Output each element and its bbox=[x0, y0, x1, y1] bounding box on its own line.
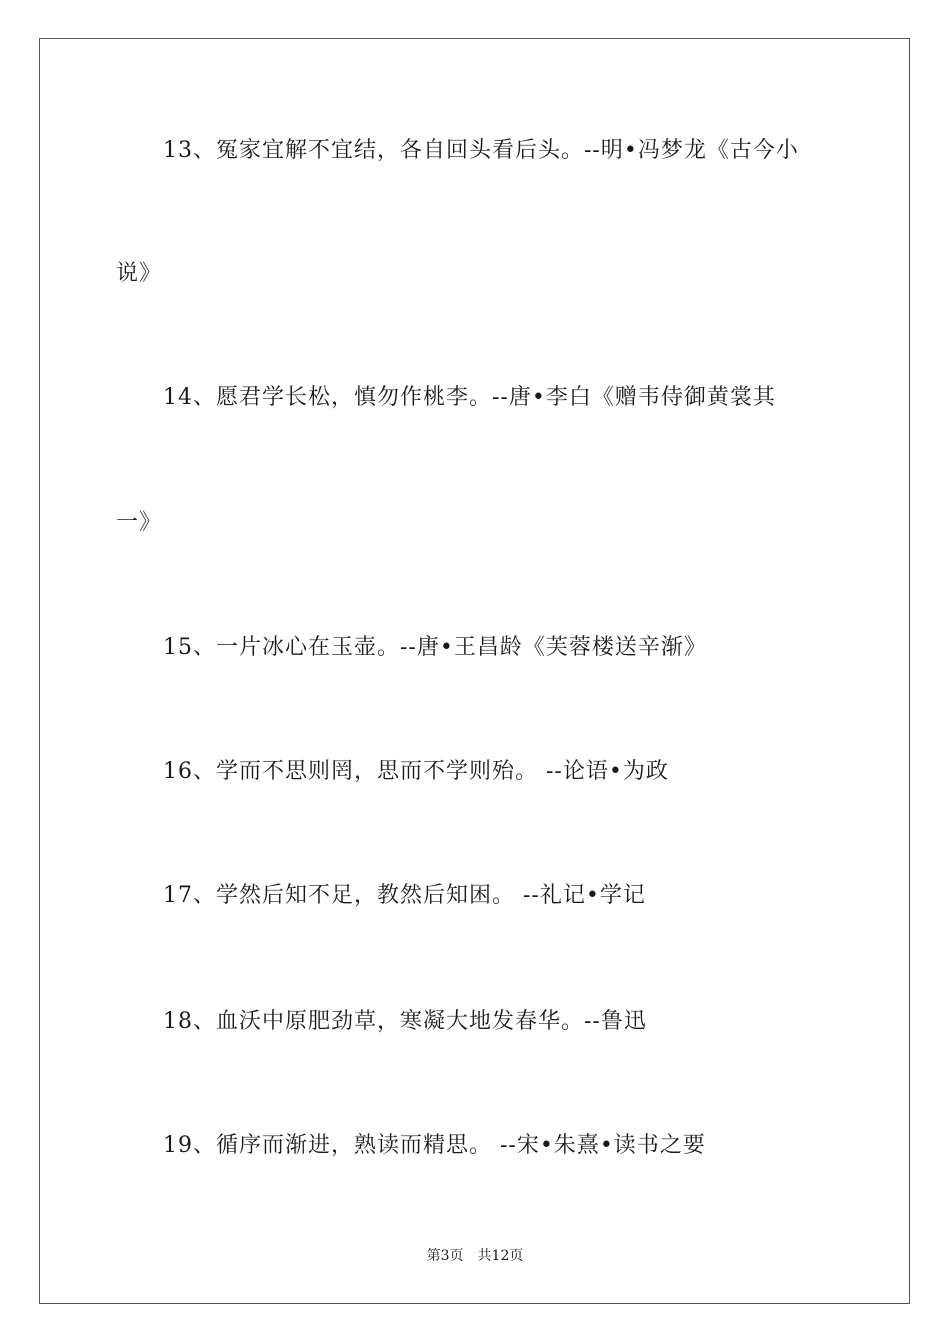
quote-18: 18、血沃中原肥劲草，寒凝大地发春华。--鲁迅 bbox=[163, 1009, 647, 1034]
quote-14-line-2: 一》 bbox=[116, 510, 163, 535]
page-footer bbox=[0, 1246, 950, 1266]
page-total: 共12页 bbox=[477, 1248, 524, 1264]
quote-15: 15、一片冰心在玉壶。--唐•王昌龄《芙蓉楼送辛渐》 bbox=[163, 635, 707, 660]
quote-19: 19、循序而渐进，熟读而精思。 --宋•朱熹•读书之要 bbox=[163, 1133, 706, 1158]
quote-14-line-1: 14、愿君学长松，慎勿作桃李。--唐•李白《赠韦侍御黄裳其 bbox=[163, 385, 776, 410]
quote-13-line-2: 说》 bbox=[116, 261, 163, 286]
quote-17: 17、学然后知不足，教然后知困。 --礼记•学记 bbox=[163, 883, 646, 908]
page-border bbox=[39, 38, 910, 1304]
quote-16: 16、学而不思则罔，思而不学则殆。 --论语•为政 bbox=[163, 759, 669, 784]
quote-13-line-1: 13、冤家宜解不宜结，各自回头看后头。--明•冯梦龙《古今小 bbox=[163, 138, 799, 163]
page-number: 第3页 bbox=[426, 1248, 464, 1264]
